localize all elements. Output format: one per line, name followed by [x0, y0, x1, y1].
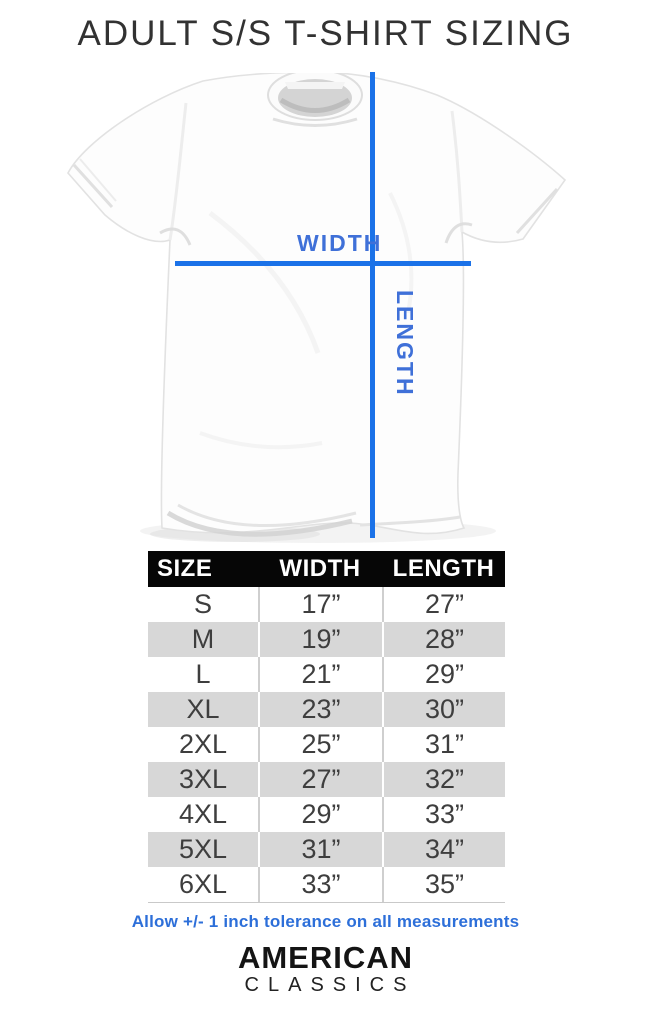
- table-cell-width: 17”: [258, 587, 382, 622]
- table-cell-size: XL: [186, 694, 220, 724]
- table-cell-length: 27”: [382, 587, 505, 622]
- tshirt-diagram: [60, 73, 590, 543]
- brand-name: AMERICAN: [237, 940, 414, 975]
- table-cell-width: 33”: [258, 867, 382, 902]
- width-label: WIDTH: [297, 230, 383, 256]
- table-cell-length: 30”: [382, 692, 505, 727]
- table-cell-size: 4XL: [178, 799, 228, 829]
- size-table-body: [148, 587, 505, 903]
- table-cell-length: 29”: [382, 657, 505, 692]
- header-length: LENGTH: [392, 555, 495, 582]
- table-cell-width: 31”: [258, 832, 382, 867]
- table-cell-width: 21”: [258, 657, 382, 692]
- header-width: WIDTH: [279, 555, 361, 582]
- table-cell-size: 3XL: [178, 764, 228, 794]
- table-cell-size: 2XL: [178, 729, 228, 759]
- table-cell-length: 31”: [382, 727, 505, 762]
- table-cell-width: 19”: [258, 622, 382, 657]
- size-table: [148, 551, 505, 903]
- table-row: [148, 867, 505, 902]
- tshirt-graphic: [60, 73, 590, 543]
- table-cell-width: 29”: [258, 797, 382, 832]
- table-row: [148, 797, 505, 832]
- table-row: [148, 622, 505, 657]
- brand-logo: [0, 941, 651, 996]
- table-row: [148, 727, 505, 762]
- page-title: ADULT S/S T-SHIRT SIZING: [77, 14, 574, 53]
- table-cell-length: 28”: [382, 622, 505, 657]
- table-cell-length: 35”: [382, 867, 505, 902]
- table-cell-size: 6XL: [178, 869, 228, 899]
- table-cell-width: 25”: [258, 727, 382, 762]
- table-cell-size: L: [195, 659, 211, 689]
- table-cell-size: S: [193, 589, 212, 619]
- table-row: [148, 762, 505, 797]
- table-cell-length: 33”: [382, 797, 505, 832]
- table-cell-size: M: [191, 624, 215, 654]
- table-cell-width: 23”: [258, 692, 382, 727]
- table-cell-width: 27”: [258, 762, 382, 797]
- length-measure-line: [370, 72, 375, 538]
- table-row: [148, 657, 505, 692]
- size-table-header: [148, 551, 505, 587]
- table-row: [148, 832, 505, 867]
- length-label: LENGTH: [392, 290, 418, 397]
- brand-subname: CLASSICS: [244, 974, 416, 996]
- header-size: SIZE: [157, 555, 213, 582]
- table-cell-size: 5XL: [178, 834, 228, 864]
- table-cell-length: 34”: [382, 832, 505, 867]
- table-cell-length: 32”: [382, 762, 505, 797]
- tolerance-note: Allow +/- 1 inch tolerance on all measurements: [131, 912, 520, 931]
- table-row: [148, 692, 505, 727]
- table-row: [148, 587, 505, 622]
- width-measure-line: [175, 261, 471, 266]
